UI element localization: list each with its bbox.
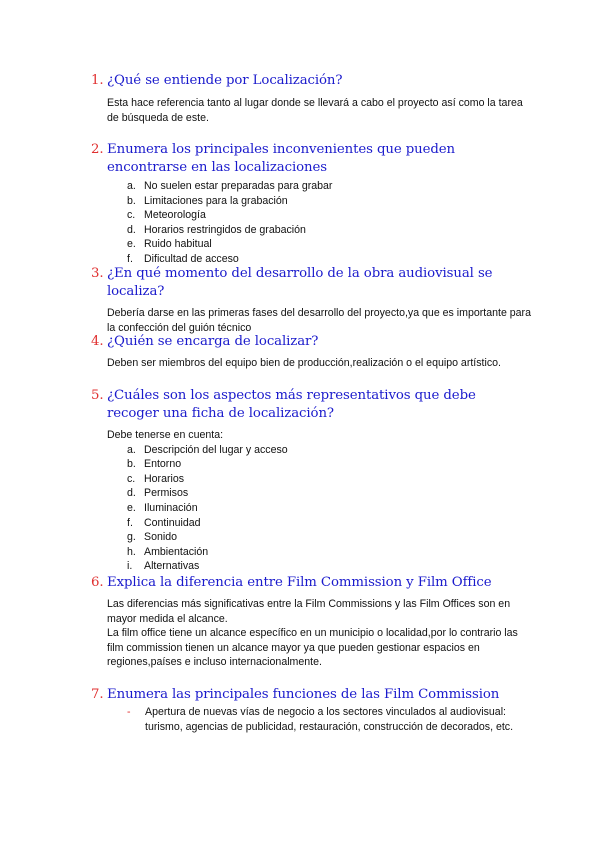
list-item: f. Dificultad de acceso [127,252,239,265]
list-item: d. Horarios restringidos de grabación [127,223,306,236]
list-item: a. Descripción del lugar y acceso [127,443,288,456]
answer-paragraph: Las diferencias más significativas entre la Film Commissions y las Film Offices son en mayor medida el alcance. [107,598,511,625]
list-item: c. Meteorología [127,209,206,222]
question-heading [91,574,531,592]
answer [107,96,531,125]
question-heading [91,141,531,177]
question-heading [91,387,531,423]
list-item: e. Ruido habitual [127,238,212,251]
question-number: 1. [91,73,104,88]
question-title: ¿Qué se entiende por Localización? [107,73,343,88]
list-item: e. Iluminación [127,501,198,514]
list-item: h. Ambientación [127,545,209,558]
list-item: g. Sonido [127,531,177,544]
question-title: Explica la diferencia entre Film Commission y Film Office [107,575,492,590]
answer-paragraph: Esta hace referencia tanto al lugar donde se llevará a cabo el proyecto así como la tarea de búsqueda de este. [107,97,523,124]
answer [107,597,531,670]
answer-bullets [127,705,531,734]
answer-list [127,179,531,267]
answer [107,306,531,335]
question-7 [91,686,531,734]
list-item: i. Alternativas [127,560,200,573]
answer-intro: Debe tenerse en cuenta: [107,429,224,441]
answer-paragraph: Debería darse en las primeras fases del desarrollo del proyecto,ya que es importante para la confección del guión técnico [107,307,531,334]
question-number: 4. [91,334,104,349]
question-heading [91,333,531,351]
question-title: ¿Quién se encarga de localizar? [107,334,319,349]
question-number: 2. [91,142,104,157]
list-item: a. No suelen estar preparadas para grabar [127,180,333,192]
question-heading [91,686,531,704]
list-item: c. Horarios [127,472,185,485]
dash-bullet: - [127,706,131,718]
list-item: d. Permisos [127,487,189,500]
question-1 [91,72,531,125]
question-4 [91,333,531,371]
answer-list [127,443,531,574]
list-item: - Apertura de nuevas vías de negocio a los sectores vinculados al audiovisual: turismo, agencias de publicidad, restauración, construcción de decorados, etc. [127,706,514,733]
list-item: b. Entorno [127,458,182,471]
question-title: Enumera las principales funciones de las Film Commission [107,687,500,702]
question-number: 5. [91,388,104,403]
question-heading [91,72,531,90]
question-title: ¿En qué momento del desarrollo de la obra audiovisual se localiza? [107,266,493,299]
question-heading [91,265,531,301]
question-2 [91,141,531,267]
question-number: 6. [91,575,104,590]
list-item: b. Limitaciones para la grabación [127,194,288,207]
question-number: 3. [91,266,104,281]
answer-paragraph: La film office tiene un alcance específico en un municipio o localidad,por lo contrario las film commission tienen un alcance mayor ya que pueden gestionar espacios en regiones,países e incluso internacionalmente. [107,627,518,669]
question-title: ¿Cuáles son los aspectos más representativos que debe recoger una ficha de localización? [107,388,476,421]
question-6 [91,574,531,670]
question-number: 7. [91,687,104,702]
question-title: Enumera los principales inconvenientes que pueden encontrarse en las localizaciones [107,142,456,175]
answer-paragraph: Deben ser miembros del equipo bien de producción,realización o el equipo artístico. [107,357,501,369]
question-5 [91,387,531,574]
list-item: f. Continuidad [127,516,201,529]
question-3 [91,265,531,335]
answer [107,356,531,371]
